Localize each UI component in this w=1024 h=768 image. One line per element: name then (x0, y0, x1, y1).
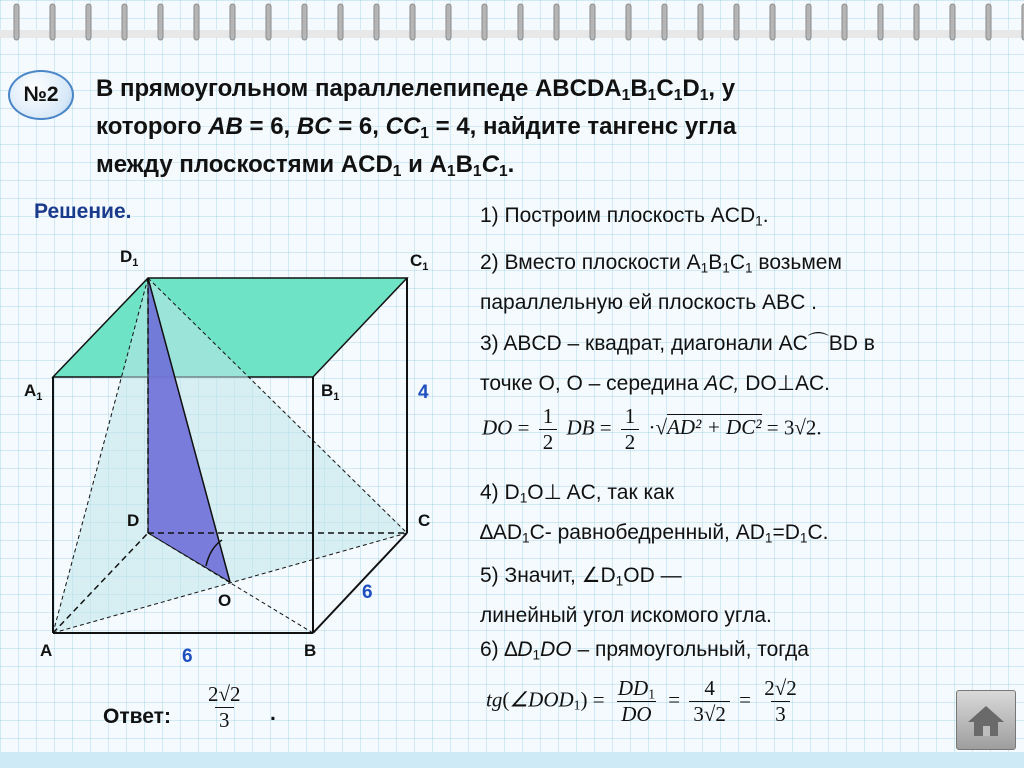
answer-value: $\frac{2√2}{3}$ (208, 682, 241, 732)
binding-ring (950, 4, 955, 40)
binding-ring (158, 4, 163, 40)
vertex-c-label: C (418, 511, 431, 530)
binding-ring (230, 4, 235, 40)
answer-period: . (270, 702, 276, 725)
house-icon (966, 702, 1006, 738)
binding-ring (914, 4, 919, 40)
binding-ring (482, 4, 487, 40)
binding-ring (14, 4, 19, 40)
dimension-bc: 6 (362, 582, 373, 603)
binding-ring (122, 4, 127, 40)
binding-ring (986, 4, 991, 40)
binding-ring (770, 4, 775, 40)
step-4: 4) $D_1O\perp$ AC, так как $\Delta AD_1C-$ равнобедренный, $AD_1=D_1C$. (480, 481, 829, 546)
vertex-b1-label: $B_1$ (321, 381, 340, 403)
vertex-c1-label: $C_1$ (410, 251, 429, 273)
formula-tangent: $tg(\angle DOD_1)$ = $\frac{DD_1}{DO}$ = $\frac{4}{3√2}$ = $\frac{2√2}{3}$ (486, 676, 797, 726)
binding-ring (662, 4, 667, 40)
step-5: 5) Значит, $\angle D_1OD$ — линейный угол искомого угла. (480, 564, 772, 627)
solution-label: Решение. (34, 200, 132, 223)
vertex-d1-label: $D_1$ (120, 247, 139, 269)
dimension-cc1: 4 (418, 382, 429, 403)
binding-ring (50, 4, 55, 40)
binding-ring (374, 4, 379, 40)
binding-ring (194, 4, 199, 40)
binding-ring (806, 4, 811, 40)
problem-line-1: В прямоугольном параллелепипеде $ABCDA_1B_1C_1D_1$, у (96, 75, 736, 104)
step-3: 3) ABCD – квадрат, диагонали AC⌒BD в точке О, О – середина AC, DO⊥AC. (480, 332, 875, 395)
problem-line-3: между плоскостями $ACD_1$ и $A_1B_1C_1$. (96, 151, 515, 180)
problem-statement (96, 70, 996, 184)
binding-ring (842, 4, 847, 40)
binding-ring (626, 4, 631, 40)
binding-ring (338, 4, 343, 40)
binding-ring (734, 4, 739, 40)
parallelepiped-figure (0, 235, 470, 675)
binding-ring (518, 4, 523, 40)
notebook-binding (0, 0, 1024, 52)
vertex-b-label: B (304, 641, 317, 660)
step-2: 2) Вместо плоскости $A_1B_1C_1$ возьмем параллельную ей плоскость ABC . (480, 251, 842, 314)
binding-ring (266, 4, 271, 40)
vertex-a-label: A (40, 641, 53, 660)
problem-line-2: которого AB = 6, BC = 6, $CC_1 = 4$, найдите тангенс угла (96, 113, 737, 142)
home-button[interactable] (956, 690, 1016, 750)
step-6: 6) $\Delta D_1DO$ – прямоугольный, тогда (480, 638, 809, 663)
binding-ring (698, 4, 703, 40)
bottom-stripe (0, 752, 1024, 768)
answer-label: Ответ: (103, 705, 171, 728)
problem-number-badge: №2 (8, 70, 74, 120)
binding-ring (410, 4, 415, 40)
point-o-label: O (218, 591, 232, 610)
vertex-d-label: D (127, 511, 140, 530)
vertex-a1-label: $A_1$ (24, 381, 43, 403)
binding-ring (86, 4, 91, 40)
binding-ring (878, 4, 883, 40)
step-1: 1) Построим плоскость $ACD_1$. (480, 204, 769, 229)
formula-do: DO = $\frac{1}{2}$ DB = $\frac{1}{2}$ ·√AD² + DC² = 3√2. (482, 404, 822, 454)
dimension-ab: 6 (182, 646, 193, 667)
binding-ring (590, 4, 595, 40)
binding-ring (446, 4, 451, 40)
binding-ring (554, 4, 559, 40)
binding-ring (302, 4, 307, 40)
